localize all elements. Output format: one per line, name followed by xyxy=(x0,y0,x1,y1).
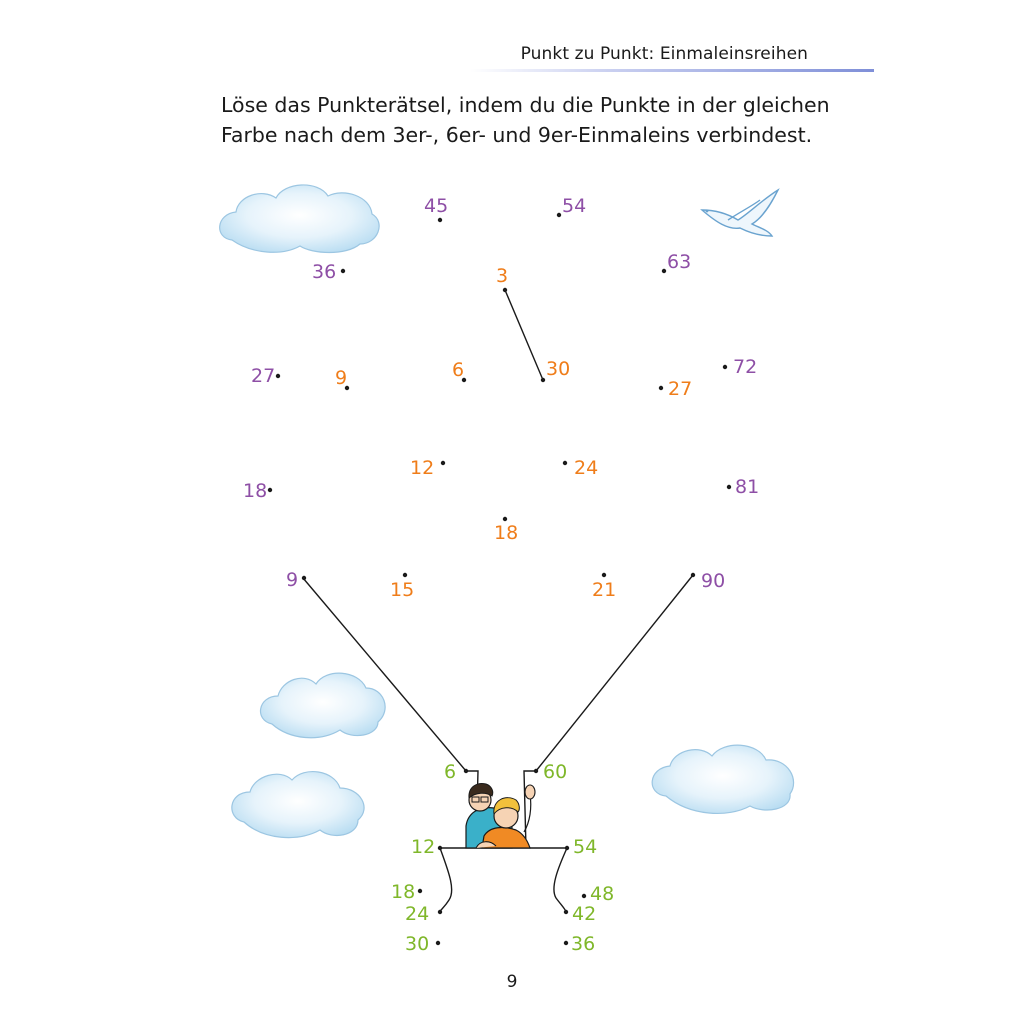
bird-icon xyxy=(702,190,778,236)
cloud-middle-left xyxy=(261,673,386,738)
dot-label-orange-9: 9 xyxy=(335,367,348,389)
dot-label-green-30: 30 xyxy=(405,933,430,955)
dot-green-48 xyxy=(582,894,586,898)
dot-label-green-48: 48 xyxy=(590,883,615,905)
dot-purple-90 xyxy=(691,573,695,577)
dot-label-orange-27: 27 xyxy=(668,378,693,400)
dot-label-purple-27: 27 xyxy=(251,365,276,387)
dot-orange-30 xyxy=(541,378,545,382)
dot-label-purple-81: 81 xyxy=(735,476,760,498)
dot-label-orange-24: 24 xyxy=(574,457,599,479)
dot-label-orange-15: 15 xyxy=(390,579,415,601)
dot-orange-12 xyxy=(441,461,445,465)
dot-label-orange-18: 18 xyxy=(494,522,519,544)
dot-label-green-6: 6 xyxy=(444,761,457,783)
dot-orange-24 xyxy=(563,461,567,465)
dot-orange-27 xyxy=(659,386,663,390)
cloud-right xyxy=(652,745,793,813)
dot-label-orange-30: 30 xyxy=(546,358,571,380)
dot-orange-3 xyxy=(503,288,507,292)
dot-green-24 xyxy=(438,910,442,914)
dot-green-42 xyxy=(564,910,568,914)
dot-green-60 xyxy=(534,769,538,773)
dot-purple-72 xyxy=(723,365,727,369)
dot-green-36 xyxy=(564,941,568,945)
dot-label-purple-9: 9 xyxy=(286,569,299,591)
dot-purple-27 xyxy=(276,374,280,378)
dot-label-purple-90: 90 xyxy=(701,570,726,592)
dot-label-purple-36: 36 xyxy=(312,261,337,283)
dot-label-green-18: 18 xyxy=(391,881,416,903)
header-title: Punkt zu Punkt: Einmaleinsreihen xyxy=(520,44,808,64)
dot-orange-21 xyxy=(602,573,606,577)
dot-label-green-60: 60 xyxy=(543,761,568,783)
dot-label-purple-18: 18 xyxy=(243,480,268,502)
dot-label-purple-63: 63 xyxy=(667,251,692,273)
dot-purple-54 xyxy=(557,213,561,217)
dot-label-orange-12: 12 xyxy=(410,457,435,479)
dot-label-orange-6: 6 xyxy=(452,359,465,381)
dot-orange-15 xyxy=(403,573,407,577)
dot-purple-9 xyxy=(302,576,306,580)
dot-purple-63 xyxy=(662,269,666,273)
dot-green-54 xyxy=(565,846,569,850)
page-number: 9 xyxy=(506,972,518,992)
dot-green-18 xyxy=(418,889,422,893)
dot-label-purple-54: 54 xyxy=(562,195,587,217)
dot-label-green-12: 12 xyxy=(411,836,436,858)
dot-green-12 xyxy=(438,846,442,850)
dot-purple-45 xyxy=(438,218,442,222)
instruction-line-2: Farbe nach dem 3er-, 6er- und 9er-Einmaleins verbindest. xyxy=(221,123,813,147)
dot-label-green-42: 42 xyxy=(572,903,597,925)
dot-label-orange-3: 3 xyxy=(496,265,509,287)
cloud-lower-left xyxy=(232,772,364,838)
cloud-top-left xyxy=(220,185,379,253)
dot-green-6 xyxy=(464,769,468,773)
dot-label-purple-72: 72 xyxy=(733,356,758,378)
dot-orange-18 xyxy=(503,517,507,521)
dot-label-orange-21: 21 xyxy=(592,579,617,601)
dot-label-green-54: 54 xyxy=(573,836,598,858)
dot-label-green-24: 24 xyxy=(405,903,430,925)
dot-purple-81 xyxy=(727,485,731,489)
dot-label-green-36: 36 xyxy=(571,933,596,955)
dot-purple-36 xyxy=(341,269,345,273)
dot-label-purple-45: 45 xyxy=(424,195,449,217)
dot-green-30 xyxy=(436,941,440,945)
dot-purple-18 xyxy=(268,488,272,492)
instruction-line-1: Löse das Punkterätsel, indem du die Punkte in der gleichen xyxy=(221,93,830,117)
